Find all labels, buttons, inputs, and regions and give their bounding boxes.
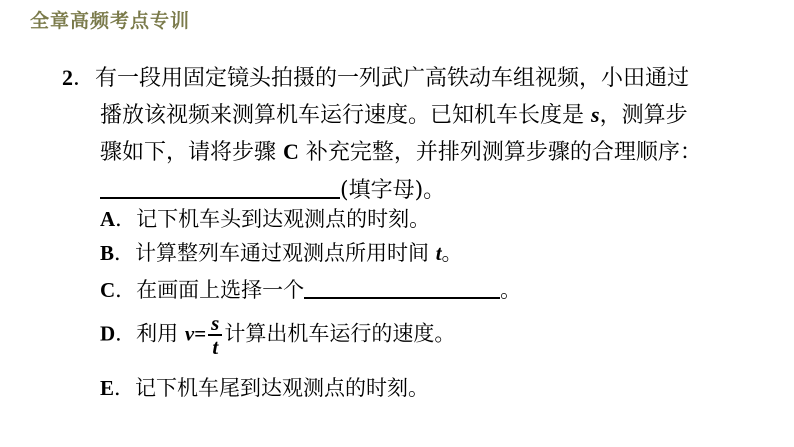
option-e: E．记下机车尾到达观测点的时刻。 [100, 376, 430, 400]
question-text-1: 有一段用固定镜头拍摄的一列武广高铁动车组视频，小田通过 [95, 66, 690, 91]
question-line-3 [62, 134, 782, 171]
question-text-2: 播放该视频来测算机车运行速度。已知机车长度是 [100, 103, 591, 128]
question-number-sep: ． [73, 66, 96, 91]
option-d: D．利用 v= $\frac{s}{t}$ 计算出机车运行的速度。 [100, 311, 456, 359]
answer-blank-c[interactable] [304, 271, 500, 299]
fraction-numerator: s [208, 312, 222, 336]
option-letter: C [100, 278, 116, 302]
equals-sign: = [194, 321, 207, 346]
question-line-1 [62, 60, 782, 97]
fraction-denominator: t [212, 335, 219, 359]
question-stem [62, 60, 782, 209]
step-c-label: C [283, 139, 299, 164]
option-c: C．在画面上选择一个 。 [100, 271, 521, 304]
option-suffix: 。 [441, 241, 463, 265]
option-a: A．记下机车头到达观测点的时刻。 [100, 207, 431, 231]
option-letter: B [100, 241, 115, 265]
option-letter: E [100, 376, 115, 400]
variable-t: t [435, 241, 442, 265]
option-text: 记下机车头到达观测点的时刻。 [136, 207, 431, 231]
answer-blank-order[interactable] [100, 171, 340, 199]
option-text: 计算整列车通过观测点所用时间 [135, 241, 436, 265]
variable-s: s [591, 102, 600, 127]
question-text-2b: ，测算步 [599, 103, 688, 128]
option-letter: D [100, 321, 116, 346]
question-text-3b: 补充完整，并排列测算步骤的合理顺序： [298, 140, 702, 165]
question-text-3a: 骤如下，请将步骤 [100, 140, 283, 165]
option-text: 记下机车尾到达观测点的时刻。 [135, 376, 430, 400]
question-text-4: (填字母)。 [340, 178, 446, 203]
option-letter: A [100, 207, 116, 231]
option-text: 在画面上选择一个 [136, 278, 305, 302]
question-line-2 [62, 97, 782, 134]
page-header: 全章高频考点专训 [30, 10, 191, 32]
fraction-s-over-t [208, 312, 222, 358]
variable-v: v [184, 321, 195, 346]
question-number: 2 [62, 65, 73, 90]
option-b: B．计算整列车通过观测点所用时间 t。 [100, 241, 463, 265]
option-prefix: 利用 [136, 321, 185, 346]
option-suffix: 。 [500, 278, 522, 302]
option-text: 计算出机车运行的速度。 [224, 321, 456, 346]
